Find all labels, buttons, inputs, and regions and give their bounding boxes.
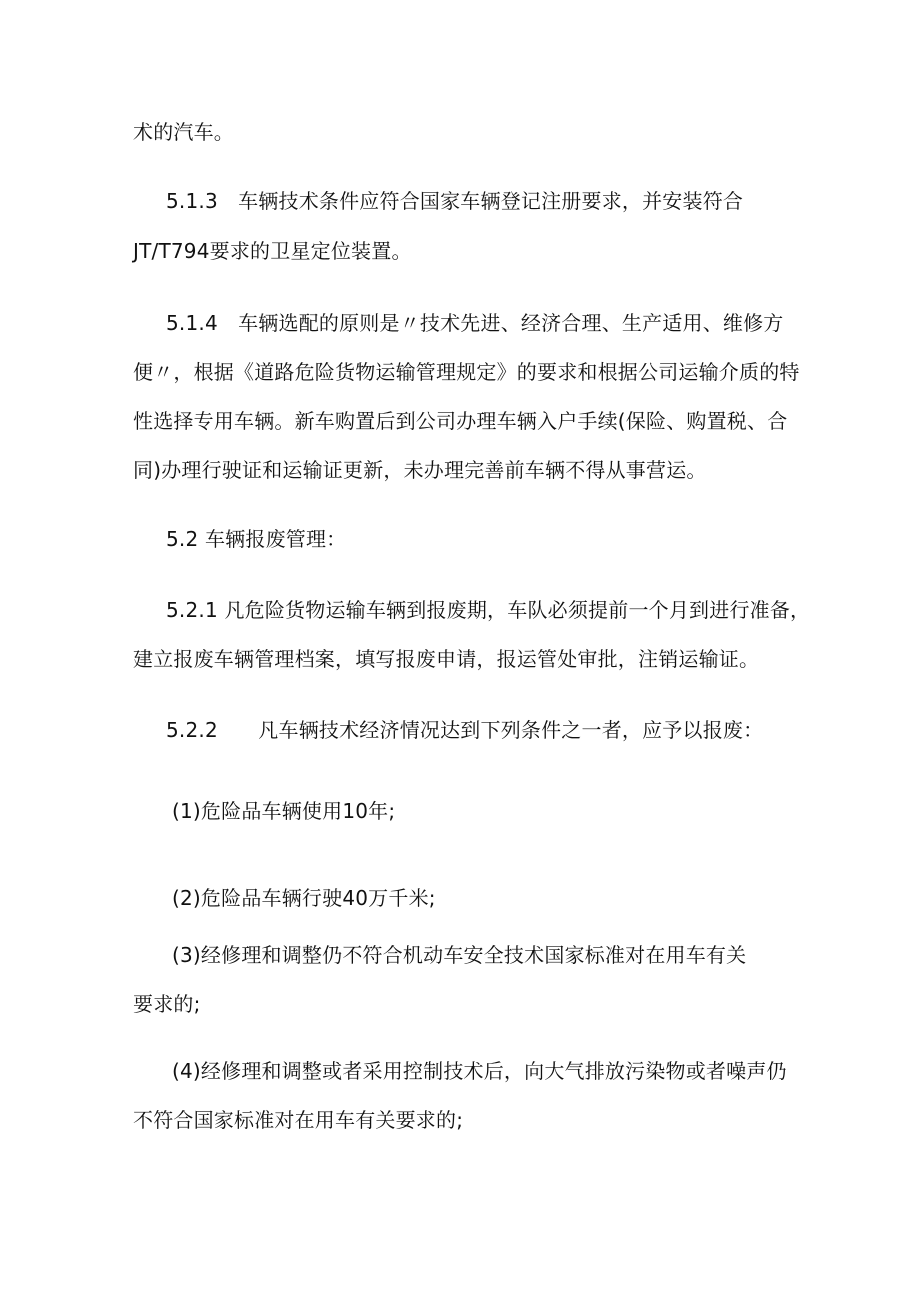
clause-5-2-1-line-2: 建立报废车辆管理档案，填写报废申请，报运管处审批，注销运输证。 — [133, 647, 760, 671]
condition-4-line-2: 不符合国家标准对在用车有关要求的; — [133, 1108, 464, 1132]
condition-4-line-1: (4)经修理和调整或者采用控制技术后，向大气排放污染物或者噪声仍 — [172, 1059, 787, 1083]
clause-5-2-2-line: 5.2.2 凡车辆技术经济情况达到下列条件之一者，应予以报废： — [166, 718, 764, 742]
text-line: 术的汽车。 — [133, 120, 234, 144]
condition-2: (2)危险品车辆行驶40万千米; — [172, 886, 436, 910]
clause-5-1-4-line-1: 5.1.4 车辆选配的原则是〃技术先进、经济合理、生产适用、维修方 — [166, 311, 784, 335]
section-5-2-heading: 5.2 车辆报废管理： — [166, 527, 347, 551]
clause-5-1-3-line-2: JT/T794要求的卫星定位装置。 — [133, 239, 412, 263]
condition-3-line-1: (3)经修理和调整仍不符合机动车安全技术国家标准对在用车有关 — [172, 943, 747, 967]
clause-5-1-4-line-3: 性选择专用车辆。新车购置后到公司办理车辆入户手续(保险、购置税、合 — [133, 409, 788, 433]
clause-5-1-3-line-1: 5.1.3 车辆技术条件应符合国家车辆登记注册要求，并安装符合 — [166, 189, 744, 213]
clause-5-1-4-line-2: 便〃，根据《道路危险货物运输管理规定》的要求和根据公司运输介质的特 — [133, 360, 800, 384]
condition-3-line-2: 要求的; — [133, 992, 201, 1016]
clause-5-1-4-line-4: 同)办理行驶证和运输证更新，未办理完善前车辆不得从事营运。 — [133, 458, 707, 482]
clause-5-2-1-line-1: 5.2.1 凡危险货物运输车辆到报废期，车队必须提前一个月到进行准备， — [166, 598, 811, 622]
condition-1: (1)危险品车辆使用10年; — [172, 799, 396, 823]
